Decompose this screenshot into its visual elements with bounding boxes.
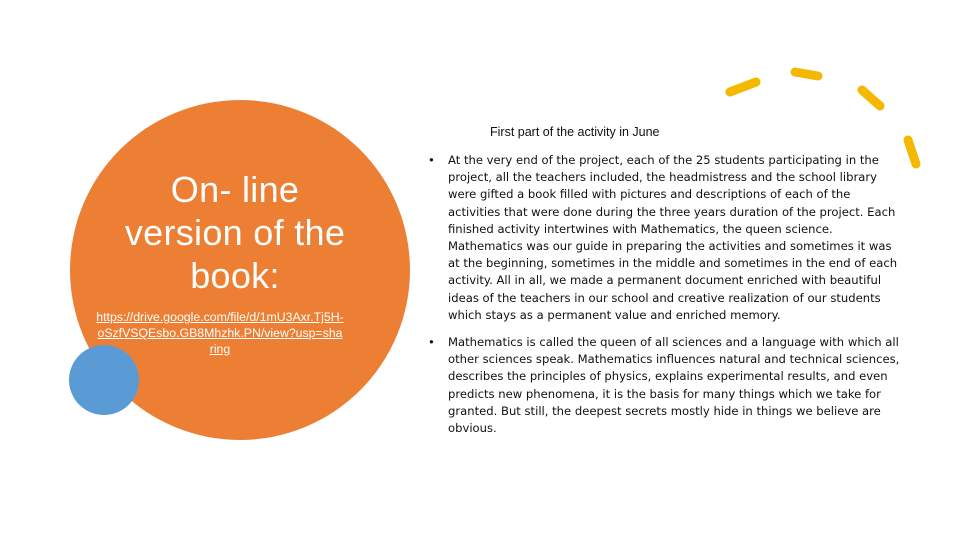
book-title: On- line version of the book: [124, 169, 346, 296]
bullet-dot-icon: • [428, 335, 435, 350]
bullet-item [428, 334, 904, 437]
book-link[interactable]: https://drive.google.com/file/d/1mU3Axr.Tj5H-oSzfVSQEsbo.GB8Mhzhk.PN/view?usp=sharing [96, 310, 344, 356]
section-heading: First part of the activity in June [490, 125, 660, 139]
bullet-dot-icon: • [428, 153, 435, 167]
bullet-list [428, 152, 904, 437]
bullet-text: Mathematics is called the queen of all sciences and a language with which all other sciences speak. Mathematics influences natural and technical sciences, describes the principles of physics, explains experimental results, and even predicts new phenomena, it is the basis for many things which we take for granted. But still, the deepest secrets mostly hide in things we believe are obvious. [448, 335, 900, 436]
bullet-text: At the very end of the project, each of the 25 students participating in the project, all the teachers included, the headmistress and the school library were gifted a book filled with pictures and descriptions of each of the activities that were done during the three years duration of the project. Each finished activity intertwines with Mathematics, the queen science. Mathematics was our guide in preparing the activities and sometimes it was at the beginning, sometimes in the middle and sometimes in the end of each activity. All in all, we made a permanent document enriched with beautiful ideas of the teachers in our school and creative realization of our students which stays as a permanent value and enriched memory. [448, 153, 898, 322]
bullet-item [428, 152, 904, 324]
